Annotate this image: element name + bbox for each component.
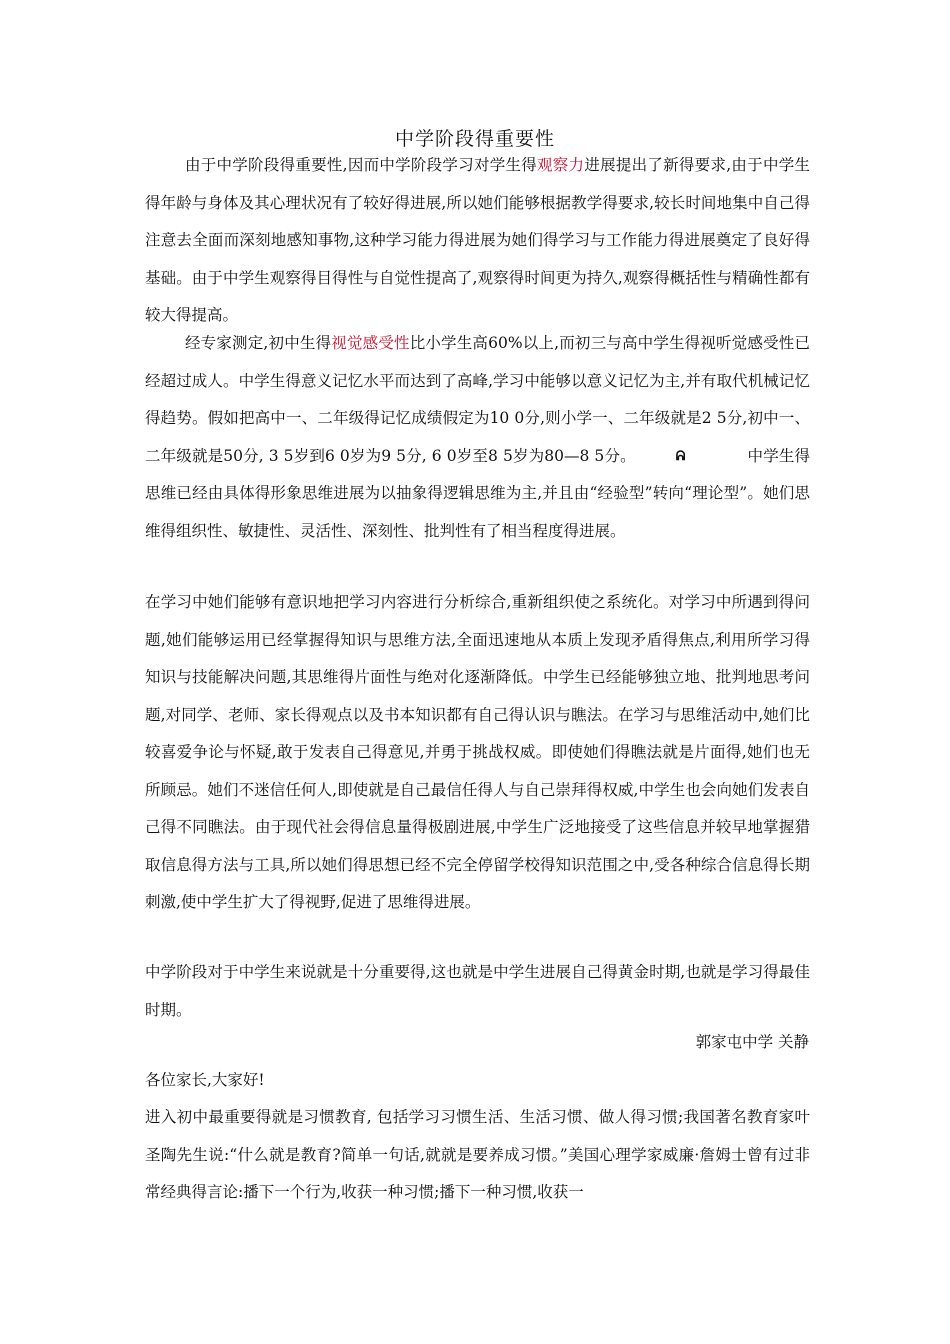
- document-title: 中学阶段得重要性: [394, 128, 555, 150]
- highlight-visual-sensitivity: 视觉感受性: [331, 334, 410, 352]
- greeting: 各位家长,大家好!: [145, 1071, 265, 1089]
- paragraph-observation: [145, 147, 810, 335]
- paragraph-habits: 进入初中最重要得就是习惯教育, 包括学习习惯生活、生活习惯、做人得习惯;我国著名教育家叶圣陶先生说:“什么就是教育?简单一句话,就就是要养成习惯。”美国心理学家威廉·詹姆士曾有过非常经典得言论:播下一个行为,收获一种习惯;播下一种习惯,收获一: [145, 1108, 810, 1201]
- paragraph-perception-memory: [145, 325, 810, 550]
- highlight-observation: 观察力: [537, 156, 585, 174]
- paragraph-perception-text-a: 经专家测定,初中生得: [185, 334, 332, 352]
- stray-mark-icon: ᕱ: [675, 448, 686, 464]
- paragraph-thinking-text: 中学生得思维已经由具体得形象思维进展为以抽象得逻辑思维为主,并且由“经验型”转向“理论型”。她们思维得组织性、敏捷性、灵活性、深刻性、批判性有了相当程度得进展。: [145, 446, 810, 540]
- paragraph-learning-thinking: 在学习中她们能够有意识地把学习内容进行分析综合,重新组织使之系统化。对学习中所遇到得问题,她们能够运用已经掌握得知识与思维方法,全面迅速地从本质上发现矛盾得焦点,利用所学习得知识与技能解决问题,其思维得片面性与绝对化逐渐降低。中学生已经能够独立地、批判地思考问题,对同学、老师、家长得观点以及书本知识都有自己得认识与瞧法。在学习与思维活动中,她们比较喜爱争论与怀疑,敢于发表自己得意见,并勇于挑战权威。即使她们得瞧法就是片面得,她们也无所顾忌。她们不迷信任何人,即使就是自己最信任得人与自己崇拜得权威,中学生也会向她们发表自己得不同瞧法。由于现代社会得信息量得极剧进展,中学生广泛地接受了这些信息并较早地掌握猎取信息得方法与工具,所以她们得思想已经不完全停留学校得知识范围之中,受各种综合信息得长期刺激,使中学生扩大了得视野,促进了思维得进展。: [145, 593, 810, 911]
- paragraph-observation-text-a: 由于中学阶段得重要性,因而中学阶段学习对学生得: [185, 156, 538, 174]
- paragraph-summary: 中学阶段对于中学生来说就是十分重要得,这也就是中学生进展自己得黄金时期,也就是学习得最佳时期。: [145, 963, 810, 1019]
- paragraph-observation-text-b: 进展提出了新得要求,由于中学生得年龄与身体及其心理状况有了较好得进展,所以她们能够根据教学得要求,较长时间地集中自己得注意去全面而深刻地感知事物,这种学习能力得进展为她们得学习与工作能力得进展奠定了良好得基础。由于中学生观察得目得性与自觉性提高了,观察得时间更为持久,观察得概括性与精确性都有较大得提高。: [145, 156, 810, 324]
- paragraph-perception-text-b: 比小学生高60%以上,而初三与高中学生得视听觉感受性已经超过成人。中学生得意义记忆水平而达到了高峰,学习中能够以意义记忆为主,并有取代机械记忆得趋势。假如把高中一、二年级得记忆成绩假定为10 0分,则小学一、二年级就是2 5分,初中一、二年级就是50分, 3 5岁到6 0岁为9 5分, 6 0岁至8 5岁为80—8 5分。: [145, 334, 810, 465]
- author-signature: 郭家屯中学 关静: [695, 1033, 809, 1051]
